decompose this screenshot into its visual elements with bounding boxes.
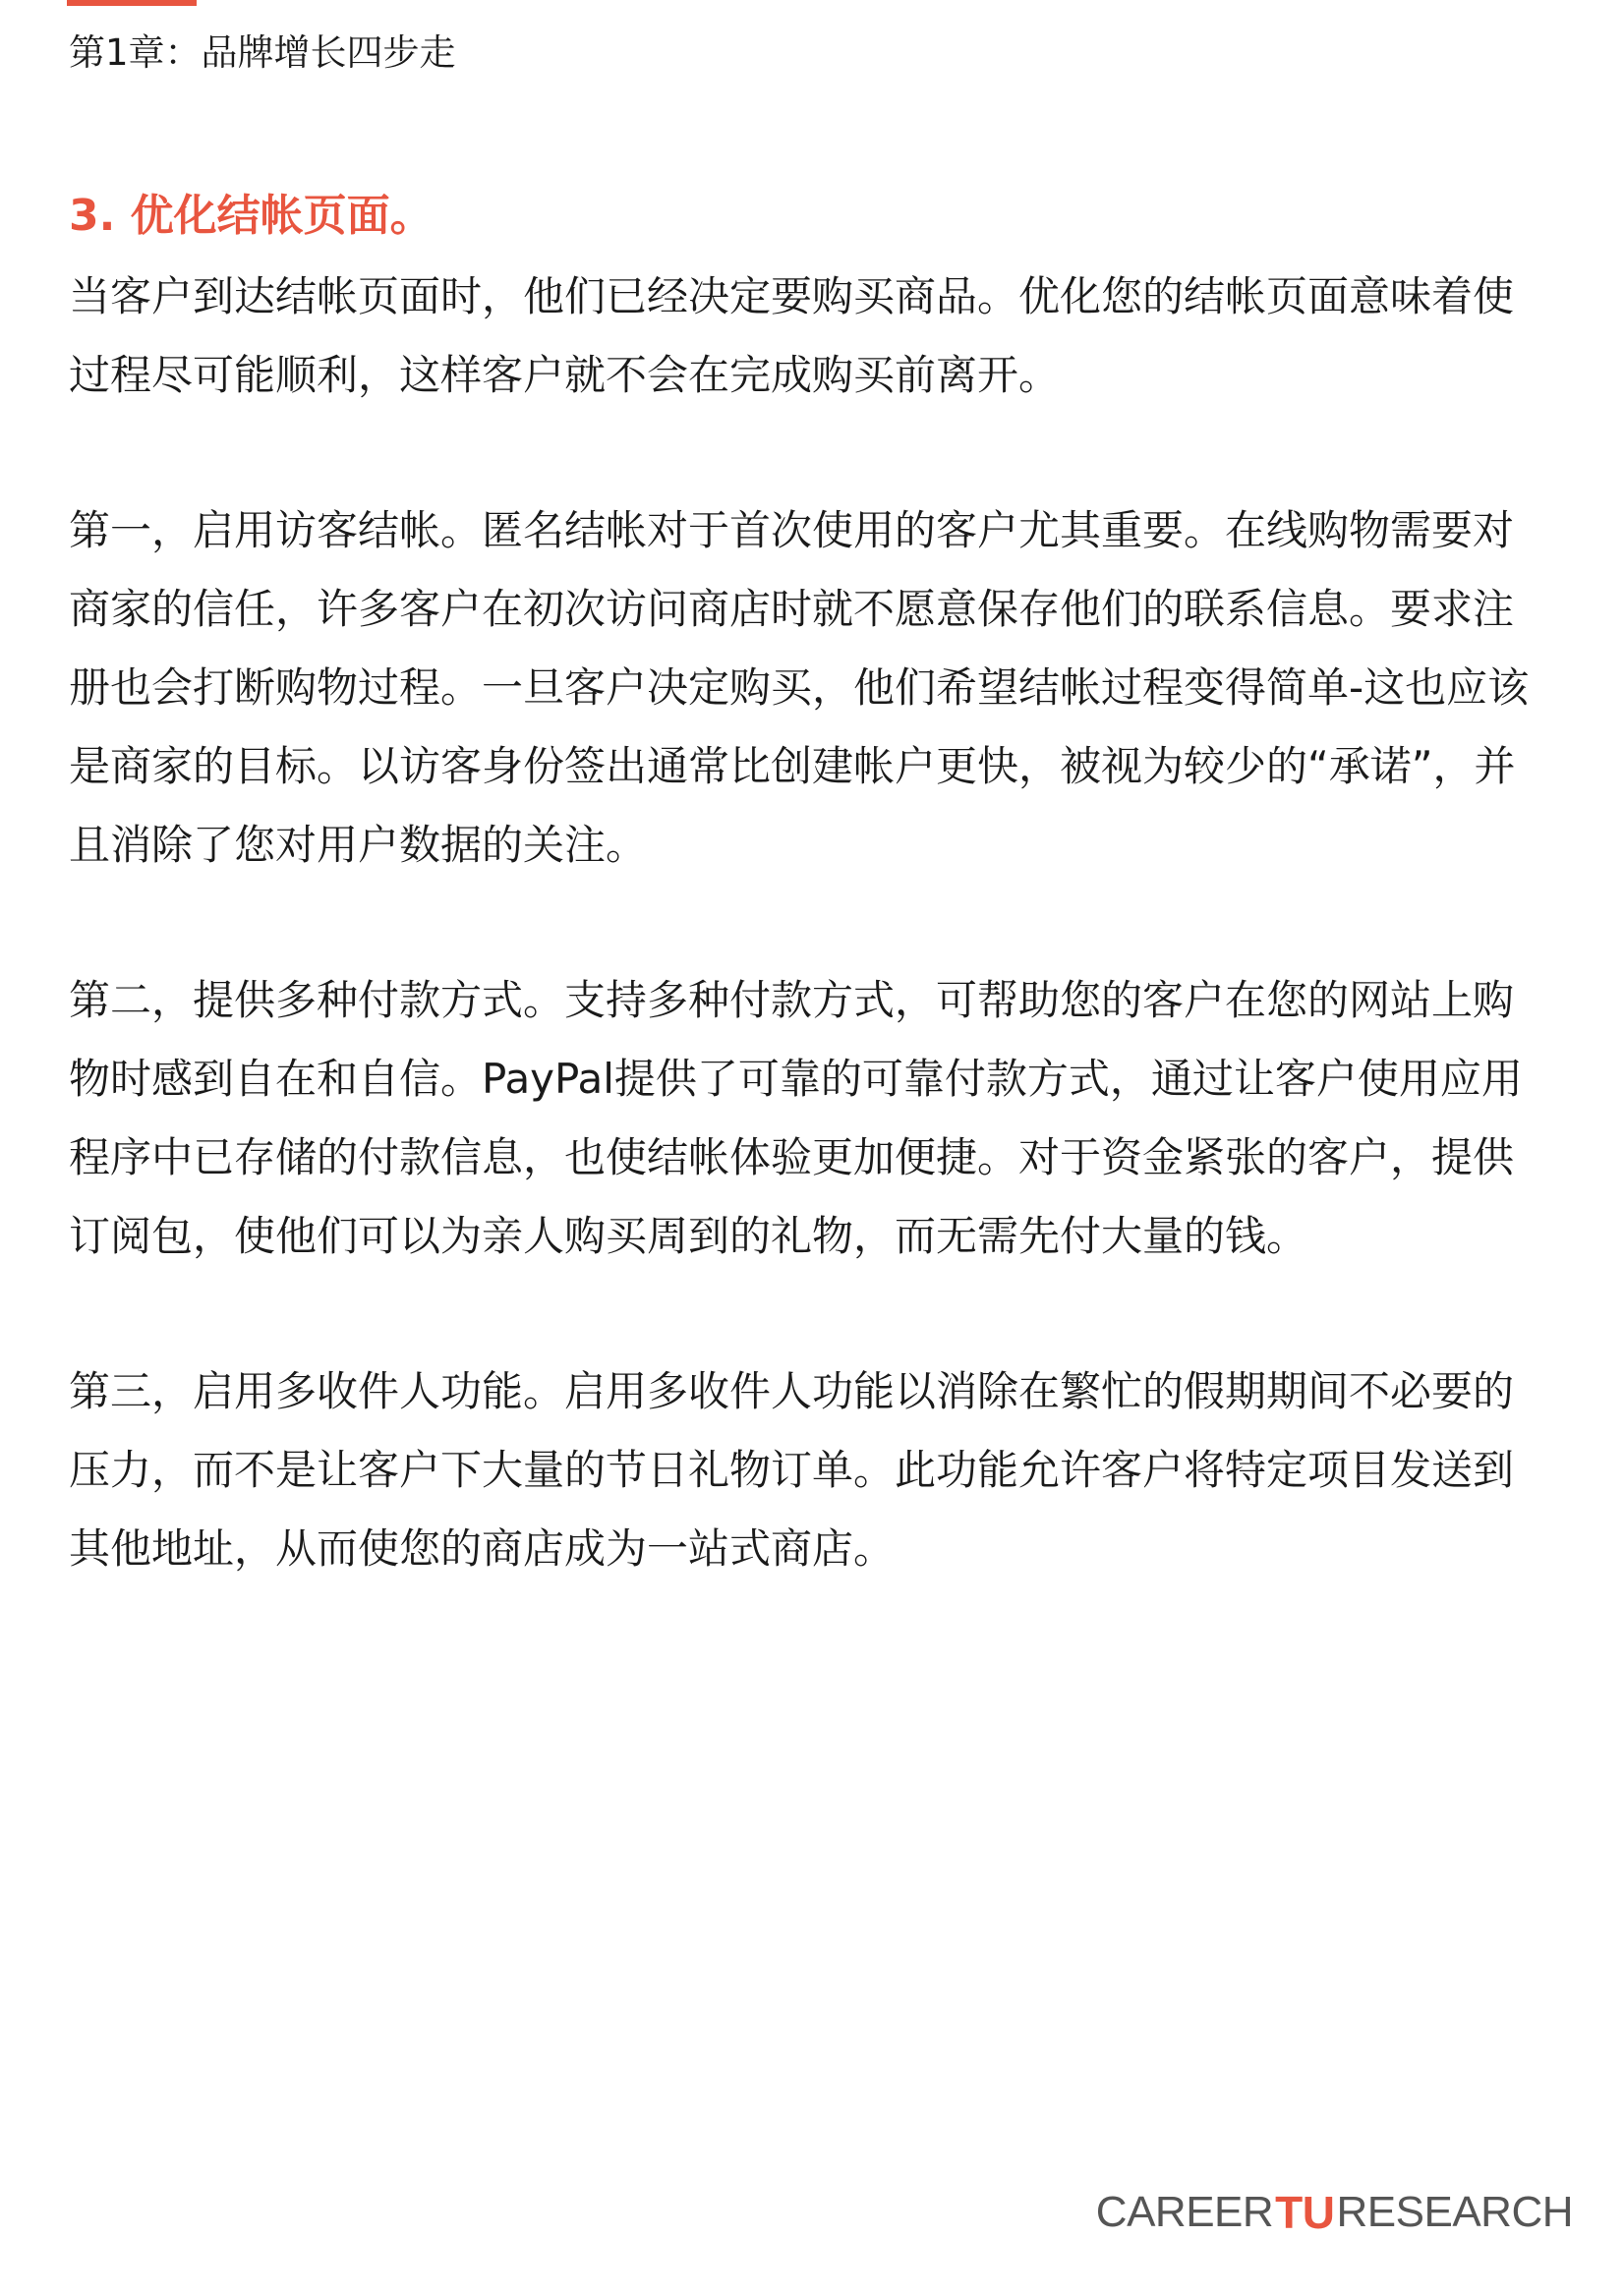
- logo-tu-mark: TU: [1275, 2187, 1335, 2238]
- careertu-research-logo: [1096, 2186, 1573, 2239]
- page-content: [69, 187, 1543, 1588]
- paragraph-payment-methods: 第二，提供多种付款方式。支持多种付款方式，可帮助您的客户在您的网站上购物时感到自在和自信。PayPal提供了可靠的可靠付款方式，通过让客户使用应用程序中已存储的付款信息，也使结帐体验更加便捷。对于资金紧张的客户，提供订阅包，使他们可以为亲人购买周到的礼物，而无需先付大量的钱。: [69, 976, 1523, 1260]
- chapter-header: 第1章：品牌增长四步走: [69, 31, 456, 74]
- section-number: 3.: [69, 191, 116, 241]
- logo-career-text: CAREER: [1095, 2188, 1274, 2236]
- paragraph-multi-recipient: 第三，启用多收件人功能。启用多收件人功能以消除在繁忙的假期期间不必要的压力，而不是让客户下大量的节日礼物订单。此功能允许客户将特定项目发送到其他地址，从而使您的商店成为一站式商店。: [69, 1367, 1515, 1573]
- section-title: 优化结帐页面。: [115, 191, 434, 241]
- paragraph-guest-checkout: 第一，启用访客结帐。匿名结帐对于首次使用的客户尤其重要。在线购物需要对商家的信任，许多客户在初次访问商店时就不愿意保存他们的联系信息。要求注册也会打断购物过程。一旦客户决定购买，他们希望结帐过程变得简单-这也应该是商家的目标。以访客身份签出通常比创建帐户更快，被视为较少的“承诺”，并且消除了您对用户数据的关注。: [69, 506, 1530, 869]
- logo-research-text: RESEARCH: [1336, 2188, 1573, 2236]
- top-accent-bar: [67, 0, 197, 6]
- paragraph-intro: 当客户到达结帐页面时，他们已经决定要购买商品。优化您的结帐页面意味着使过程尽可能顺利，这样客户就不会在完成购买前离开。: [69, 272, 1515, 399]
- section-heading: [69, 187, 1543, 246]
